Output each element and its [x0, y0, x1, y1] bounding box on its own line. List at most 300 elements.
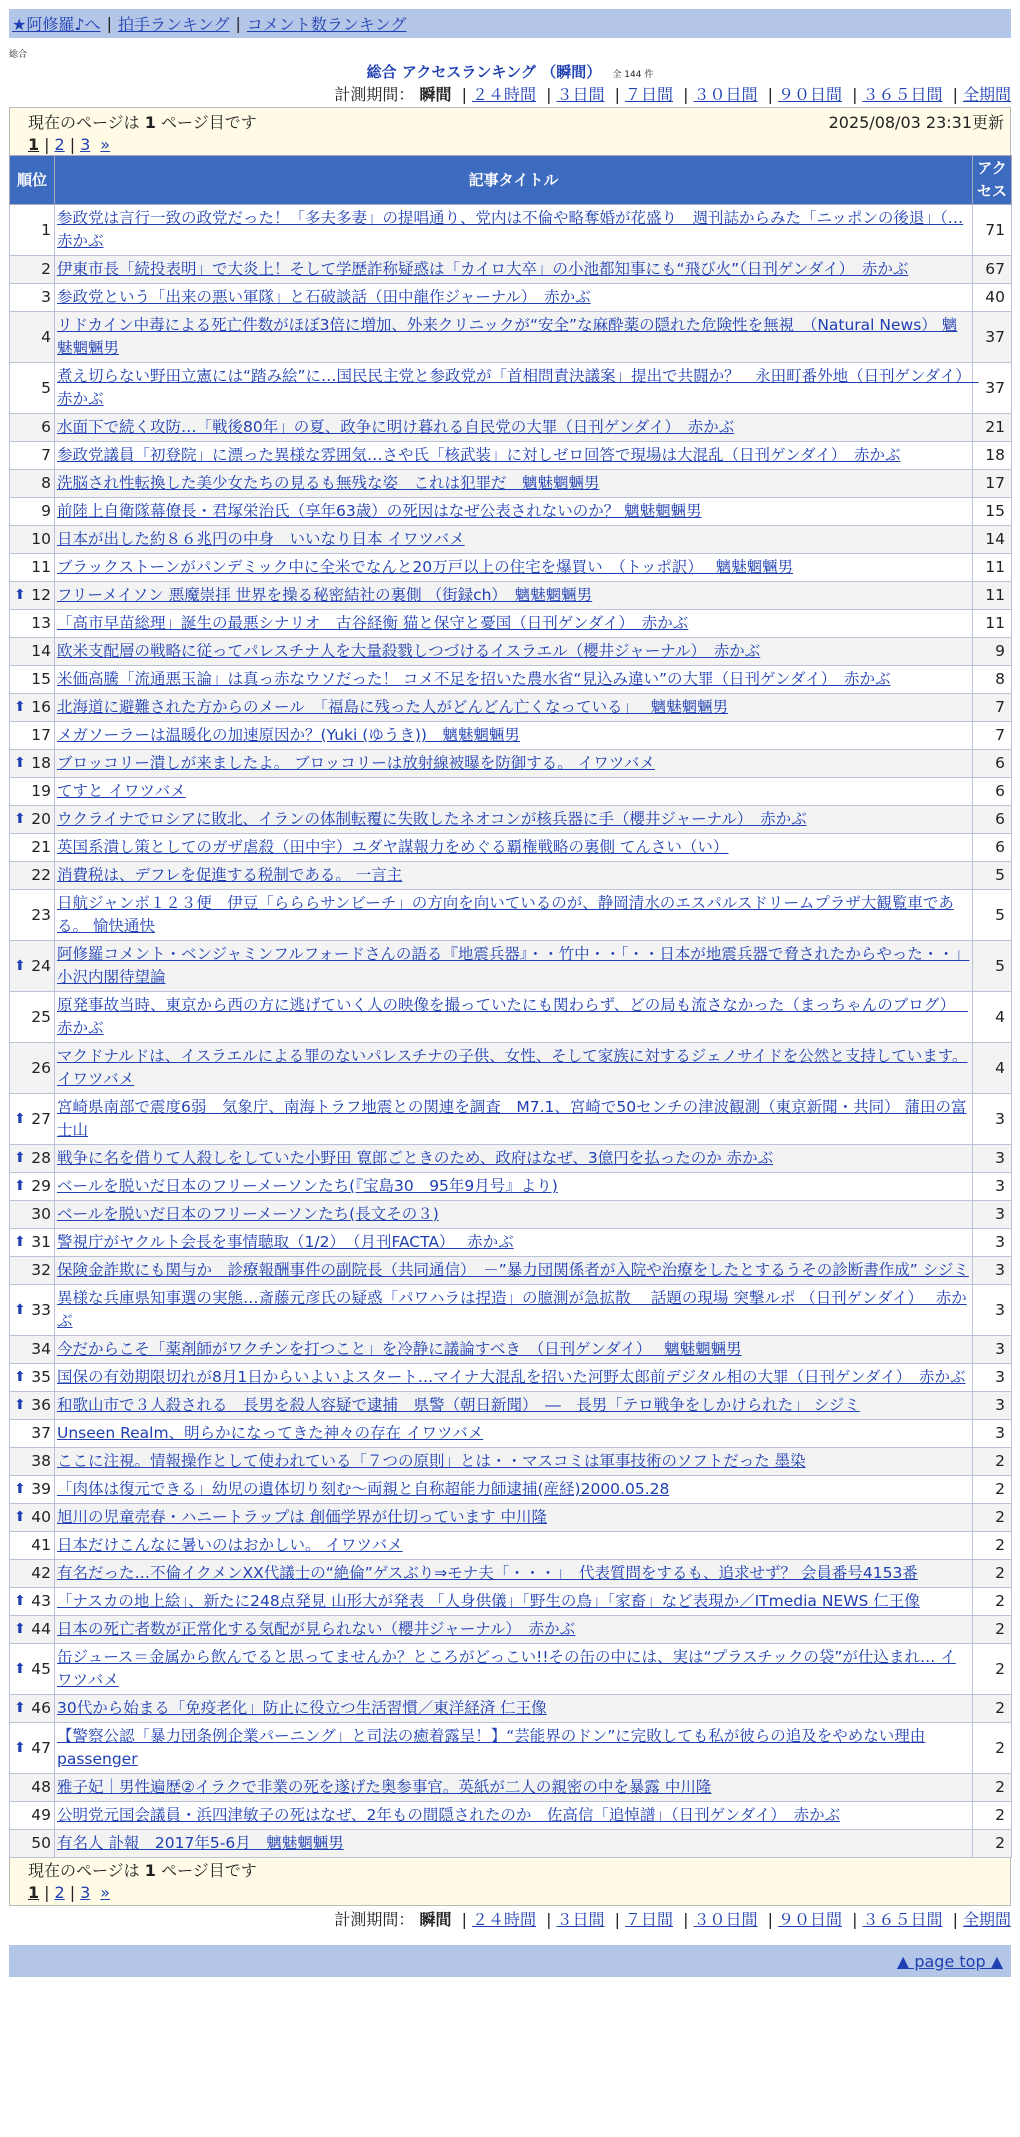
access-count: 2: [973, 1476, 1012, 1504]
rank-up-arrow-icon: ⬆: [14, 1593, 26, 1609]
title-cell: [55, 778, 973, 806]
title-cell: [55, 1043, 973, 1094]
period-7d[interactable]: ７日間: [624, 85, 673, 104]
rank-number: 27: [31, 1109, 51, 1128]
title-cell: [55, 694, 973, 722]
table-row: [10, 582, 1012, 610]
rank-up-arrow-icon: ⬆: [14, 1301, 26, 1318]
access-count: 4: [973, 1043, 1012, 1094]
access-count: 7: [973, 694, 1012, 722]
table-row: [10, 554, 1012, 582]
rank-cell: [10, 1145, 55, 1173]
access-count: 2: [973, 1830, 1012, 1858]
table-row: [10, 1229, 1012, 1257]
access-count: 6: [973, 806, 1012, 834]
table-row: [10, 666, 1012, 694]
title-cell: [55, 1420, 973, 1448]
article-title-link[interactable]: ブラックストーンがパンデミック中に全米でなんと20万戸以上の住宅を爆買い （トッポ訳） 魑魅魍魎男: [57, 558, 794, 576]
article-title-link[interactable]: 洗脳され性転換した美少女たちの見るも無残な姿 これは犯罪だ 魑魅魍魎男: [57, 474, 600, 492]
article-title-link[interactable]: 今だからこそ「薬剤師がワクチンを打つこと」を冷静に議論すべき （日刊ゲンダイ） 魑魅魍魎男: [57, 1340, 742, 1358]
title-cell: [55, 414, 973, 442]
access-count: 2: [973, 1560, 1012, 1588]
rank-cell: [10, 256, 55, 284]
rank-number: 33: [31, 1300, 51, 1319]
page-top-link[interactable]: ▲ page top ▲: [896, 1951, 1003, 1971]
title-cell: [55, 1285, 973, 1336]
pager-top: 現在のページは 1 ページ目です 2025/08/03 23:31更新 1 | 2 | 3 »: [9, 107, 1011, 155]
table-row: [10, 750, 1012, 778]
access-count: 11: [973, 554, 1012, 582]
title-cell: [55, 834, 973, 862]
table-row: [10, 834, 1012, 862]
rank-cell: [10, 205, 55, 256]
access-count: 3: [973, 1229, 1012, 1257]
rank-up-arrow-icon: ⬆: [14, 755, 26, 771]
page-status: 現在のページは 1 ページ目です: [28, 113, 257, 132]
rank-cell: [10, 363, 55, 414]
rank-cell: [10, 834, 55, 862]
access-count: 3: [973, 1392, 1012, 1420]
title-cell: [55, 610, 973, 638]
access-count: 6: [973, 778, 1012, 806]
access-count: 21: [973, 414, 1012, 442]
title-cell: [55, 1145, 973, 1173]
article-title-link[interactable]: 参政党は言行一致の政党だった！「多夫多妻」の提唱通り、党内は不倫や略奪婚が花盛り 週刊誌からみた「ニッポンの後退」（… 赤かぶ: [57, 209, 964, 250]
article-title-link[interactable]: Unseen Realm、明らかになってきた神々の存在 イワツバメ: [57, 1424, 484, 1442]
article-title-link[interactable]: 煮え切らない野田立憲には“踏み絵”に…国民民主党と参政党が「首相問責決議案」提出で共闘か？ 永田町番外地（日刊ゲンダイ） 赤かぶ: [57, 367, 979, 408]
table-row: [10, 414, 1012, 442]
article-title-link[interactable]: 日航ジャンボ１２３便 伊豆「らららサンビーチ」の方向を向いているのが、静岡清水のエスパルスドリームプラザ大観覧車である。 愉快通快: [57, 894, 954, 935]
article-title-link[interactable]: 北海道に避難された方からのメール 「福島に残った人がどんどん亡くなっている」 魑魅魍魎男: [57, 698, 729, 716]
table-row: [10, 1420, 1012, 1448]
rank-number: 35: [31, 1368, 51, 1386]
article-title-link[interactable]: 消費税は、デフレを促進する税制である。 一言主: [57, 866, 403, 884]
rank-number: 50: [31, 1834, 51, 1852]
title-cell: [55, 554, 973, 582]
table-row: [10, 470, 1012, 498]
title-cell: [55, 1723, 973, 1774]
article-title-link[interactable]: 米価高騰「流通悪玉論」は真っ赤なウソだった！ コメ不足を招いた農水省“見込み違い”の大罪（日刊ゲンダイ） 赤かぶ: [57, 670, 891, 688]
rank-up-arrow-icon: ⬆: [14, 1621, 26, 1637]
period-365d[interactable]: ３６５日間: [862, 1910, 943, 1929]
article-title-link[interactable]: てすと イワツバメ: [57, 782, 186, 800]
table-row: [10, 1723, 1012, 1774]
rank-cell: [10, 554, 55, 582]
title-cell: [55, 284, 973, 312]
page-3-link[interactable]: 3: [80, 135, 91, 154]
access-count: 6: [973, 834, 1012, 862]
article-title-link[interactable]: ベールを脱いだ日本のフリーメーソンたち(『宝島30 95年9月号』より): [57, 1177, 558, 1195]
table-row: [10, 610, 1012, 638]
title-cell: [55, 1229, 973, 1257]
rank-up-arrow-icon: ⬆: [14, 1178, 26, 1194]
table-row: [10, 1802, 1012, 1830]
rank-number: 40: [31, 1508, 51, 1526]
home-link[interactable]: ★阿修羅♪へ: [12, 15, 101, 34]
table-header-row: [10, 156, 1012, 205]
title-cell: [55, 1830, 973, 1858]
article-title-link[interactable]: 阿修羅コメント・ベンジャミンフルフォードさんの語る『地震兵器』・・竹中・・「・・日本が地震兵器で脅されたからやった・・」 小沢内閣待望論: [57, 945, 970, 986]
title-cell: [55, 666, 973, 694]
rank-number: 17: [31, 726, 51, 744]
col-rank-header: 順位: [10, 156, 55, 205]
table-row: [10, 442, 1012, 470]
access-count: 5: [973, 941, 1012, 992]
title-cell: [55, 1802, 973, 1830]
period-24h[interactable]: ２４時間: [471, 85, 536, 104]
access-count: 2: [973, 1616, 1012, 1644]
rank-up-arrow-icon: ⬆: [14, 957, 26, 974]
rank-cell: [10, 1532, 55, 1560]
access-count: 37: [973, 312, 1012, 363]
rank-cell: [10, 694, 55, 722]
article-title-link[interactable]: ここに注視。情報操作として使われている「７つの原則」とは・・マスコミは軍事技術のソフトだった 墨染: [57, 1452, 806, 1470]
article-title-link[interactable]: 有名だった…不倫イクメンXX代議士の“絶倫”ゲスぶり⇒モナ夫「・・・」 代表質問をするも、追求せず？ 会員番号4153番: [57, 1564, 918, 1582]
title-cell: [55, 470, 973, 498]
rank-cell: [10, 1229, 55, 1257]
period-all[interactable]: 全期間: [962, 85, 1011, 104]
table-row: [10, 1616, 1012, 1644]
rank-cell: [10, 992, 55, 1043]
table-row: [10, 806, 1012, 834]
rank-number: 24: [31, 956, 51, 975]
article-title-link[interactable]: 伊東市長「続投表明」で大炎上！そして学歴詐称疑惑は「カイロ大卒」の小池都知事にも“飛び火”（日刊ゲンダイ） 赤かぶ: [57, 260, 909, 278]
access-count: 11: [973, 582, 1012, 610]
table-row: [10, 1285, 1012, 1336]
applause-ranking-link[interactable]: 拍手ランキング: [117, 15, 230, 34]
access-count: 6: [973, 750, 1012, 778]
title-cell: [55, 1532, 973, 1560]
article-title-link[interactable]: 雅子妃｜男性遍歴②イラクで非業の死を遂げた奥参事官。英紙が二人の親密の中を暴露 中川隆: [57, 1778, 712, 1796]
rank-number: 19: [31, 782, 51, 800]
article-title-link[interactable]: 水面下で続く攻防…「戦後80年」の夏、政争に明け暮れる自民党の大罪（日刊ゲンダイ） 赤かぶ: [57, 418, 735, 436]
rank-cell: [10, 862, 55, 890]
rank-cell: [10, 890, 55, 941]
title-cell: [55, 806, 973, 834]
table-row: [10, 284, 1012, 312]
access-count: 3: [973, 1420, 1012, 1448]
table-row: [10, 1173, 1012, 1201]
rank-cell: [10, 610, 55, 638]
rank-number: 23: [31, 905, 51, 924]
table-row: [10, 1392, 1012, 1420]
access-count: 3: [973, 1364, 1012, 1392]
table-row: [10, 890, 1012, 941]
title-cell: [55, 941, 973, 992]
rank-number: 47: [31, 1738, 51, 1757]
period-30d[interactable]: ３０日間: [693, 85, 758, 104]
rank-number: 30: [31, 1205, 51, 1223]
page-2-link[interactable]: 2: [54, 135, 65, 154]
title-cell: [55, 1774, 973, 1802]
period-90d[interactable]: ９０日間: [777, 1910, 842, 1929]
rank-cell: [10, 1201, 55, 1229]
page-current: 1: [28, 135, 40, 154]
pager-bottom: 現在のページは 1 ページ目です 1 | 2 | 3 »: [9, 1858, 1011, 1906]
rank-cell: [10, 582, 55, 610]
title-cell: [55, 1560, 973, 1588]
table-row: [10, 1532, 1012, 1560]
table-row: [10, 1145, 1012, 1173]
rank-number: 31: [31, 1233, 51, 1251]
rank-cell: [10, 1364, 55, 1392]
rank-number: 49: [31, 1806, 51, 1824]
title-cell: [55, 862, 973, 890]
period-24h[interactable]: ２４時間: [471, 1910, 536, 1929]
rank-number: 36: [31, 1396, 51, 1414]
rank-number: 13: [31, 614, 51, 632]
access-count: 17: [973, 470, 1012, 498]
title-cell: [55, 1448, 973, 1476]
rank-up-arrow-icon: ⬆: [14, 811, 26, 827]
article-title-link[interactable]: 異様な兵庫県知事選の実態…斎藤元彦氏の疑惑「パワハラは捏造」の臆測が急拡散 話題の現場 突撃ルポ （日刊ゲンダイ） 赤かぶ: [57, 1289, 967, 1330]
rank-cell: [10, 470, 55, 498]
next-page-link[interactable]: »: [100, 1883, 111, 1902]
table-row: [10, 862, 1012, 890]
title-cell: [55, 722, 973, 750]
title-cell: [55, 1476, 973, 1504]
title-cell: [55, 1392, 973, 1420]
article-title-link[interactable]: 「高市早苗総理」誕生の最悪シナリオ 古谷経衡 猫と保守と憂国（日刊ゲンダイ） 赤かぶ: [57, 614, 689, 632]
title-cell: [55, 1201, 973, 1229]
article-title-link[interactable]: 原発事故当時、東京から西の方に逃げていく人の映像を撮っていたにも関わらず、どの局も流さなかった（まっちゃんのブログ） 赤かぶ: [57, 996, 968, 1037]
article-title-link[interactable]: 保険金詐欺にも関与か 診療報酬事件の副院長（共同通信） －”暴力団関係者が入院や治療をしたとするうその診断書作成” シジミ: [57, 1261, 969, 1279]
access-count: 2: [973, 1774, 1012, 1802]
rank-number: 43: [31, 1592, 51, 1610]
access-count: 11: [973, 610, 1012, 638]
title-cell: [55, 1504, 973, 1532]
rank-number: 25: [31, 1007, 51, 1026]
rank-up-arrow-icon: ⬆: [14, 1369, 26, 1385]
access-count: 3: [973, 1257, 1012, 1285]
article-title-link[interactable]: 和歌山市で３人殺される 長男を殺人容疑で逮捕 県警（朝日新聞） ― 長男「テロ戦争をしかけられた」 シジミ: [57, 1396, 860, 1414]
article-title-link[interactable]: 国保の有効期限切れが8月1日からいよいよスタート…マイナ大混乱を招いた河野太郎前デジタル相の大罪（日刊ゲンダイ） 赤かぶ: [57, 1368, 966, 1386]
period-7d[interactable]: ７日間: [624, 1910, 673, 1929]
article-title-link[interactable]: 缶ジュース＝金属から飲んでると思ってませんか？ところがどっこい!!その缶の中には、実は“プラスチックの袋”が仕込まれ… イワツバメ: [57, 1648, 956, 1689]
rank-cell: [10, 414, 55, 442]
rank-number: 12: [31, 586, 51, 604]
page-current: 1: [28, 1883, 40, 1902]
access-count: 9: [973, 638, 1012, 666]
table-row: [10, 1695, 1012, 1723]
access-count: 2: [973, 1723, 1012, 1774]
article-title-link[interactable]: 旭川の児童売春・ハニートラップは 創価学界が仕切っています 中川隆: [57, 1508, 548, 1526]
article-title-link[interactable]: 公明党元国会議員・浜四津敏子の死はなぜ、2年もの間隠されたのか 佐高信「追悼譜」（日刊ゲンダイ） 赤かぶ: [57, 1806, 841, 1824]
rank-number: 38: [31, 1452, 51, 1470]
title-cell: [55, 1364, 973, 1392]
rank-cell: [10, 1560, 55, 1588]
rank-number: 10: [31, 530, 51, 548]
access-count: 3: [973, 1145, 1012, 1173]
rank-up-arrow-icon: ⬆: [14, 1481, 26, 1497]
rank-number: 28: [31, 1149, 51, 1167]
article-title-link[interactable]: 日本だけこんなに暑いのはおかしい。 イワツバメ: [57, 1536, 403, 1554]
rank-cell: [10, 312, 55, 363]
rank-number: 9: [41, 502, 51, 520]
access-count: 2: [973, 1448, 1012, 1476]
col-title-header: 記事タイトル: [55, 156, 973, 205]
rank-number: 39: [31, 1480, 51, 1498]
title-cell: [55, 1094, 973, 1145]
rank-cell: [10, 1476, 55, 1504]
footer-bar: [9, 1945, 1011, 1977]
rank-cell: [10, 750, 55, 778]
comment-ranking-link[interactable]: コメント数ランキング: [246, 15, 407, 34]
nav-separator: |: [106, 14, 112, 33]
article-title-link[interactable]: フリーメイソン 悪魔崇拝 世界を操る秘密結社の裏側 （街録ch） 魑魅魍魎男: [57, 586, 593, 604]
table-row: [10, 722, 1012, 750]
title-cell: [55, 256, 973, 284]
period-90d[interactable]: ９０日間: [777, 85, 842, 104]
article-title-link[interactable]: 日本の死亡者数が正常化する気配が見られない（櫻井ジャーナル） 赤かぶ: [57, 1620, 576, 1638]
table-row: [10, 498, 1012, 526]
title-cell: [55, 526, 973, 554]
access-count: 3: [973, 1285, 1012, 1336]
article-title-link[interactable]: リドカイン中毒による死亡件数がほぼ3倍に増加、外来クリニックが“安全”な麻酔薬の隠れた危険性を無視 （Natural News） 魑魅魍魎男: [57, 316, 958, 357]
title-cell: [55, 638, 973, 666]
table-row: [10, 1644, 1012, 1695]
table-row: [10, 1774, 1012, 1802]
title-cell: [55, 312, 973, 363]
table-row: [10, 1448, 1012, 1476]
access-count: 5: [973, 862, 1012, 890]
rank-up-arrow-icon: ⬆: [14, 1150, 26, 1166]
rank-cell: [10, 498, 55, 526]
access-count: 4: [973, 992, 1012, 1043]
period-all[interactable]: 全期間: [962, 1910, 1011, 1929]
title-cell: [55, 442, 973, 470]
rank-cell: [10, 722, 55, 750]
rank-cell: [10, 1588, 55, 1616]
period-label: 計測期間：: [334, 1910, 415, 1929]
access-count: 8: [973, 666, 1012, 694]
rank-number: 26: [31, 1058, 51, 1077]
period-365d[interactable]: ３６５日間: [862, 85, 943, 104]
article-title-link[interactable]: メガソーラーは温暖化の加速原因か？(Yuki (ゆうき)) 魑魅魍魎男: [57, 726, 520, 744]
period-30d[interactable]: ３０日間: [693, 1910, 758, 1929]
rank-cell: [10, 1830, 55, 1858]
access-count: 3: [973, 1173, 1012, 1201]
rank-cell: [10, 1774, 55, 1802]
access-count: 2: [973, 1695, 1012, 1723]
article-title-link[interactable]: 【警察公認「暴力団条例企業パーニング」と司法の癒着露呈！】“芸能界のドン”に完敗しても私が彼らの追及をやめない理由 passenger: [57, 1727, 926, 1768]
article-title-link[interactable]: 欧米支配層の戦略に従ってパレスチナ人を大量殺戮しつづけるイスラエル（櫻井ジャーナル） 赤かぶ: [57, 642, 761, 660]
access-count: 5: [973, 890, 1012, 941]
rank-number: 48: [31, 1778, 51, 1796]
page-2-link[interactable]: 2: [54, 1883, 65, 1902]
access-count: 18: [973, 442, 1012, 470]
rank-cell: [10, 1802, 55, 1830]
col-count-header: アクセス: [973, 156, 1012, 205]
article-title-link[interactable]: ベールを脱いだ日本のフリーメーソンたち(長文その３): [57, 1205, 439, 1223]
rank-number: 14: [31, 642, 51, 660]
access-count: 2: [973, 1802, 1012, 1830]
total-count: 全 144 件: [612, 70, 654, 80]
title-cell: [55, 1588, 973, 1616]
title-cell: [55, 205, 973, 256]
rank-number: 32: [31, 1261, 51, 1279]
period-3d[interactable]: ３日間: [556, 1910, 605, 1929]
rank-number: 21: [31, 838, 51, 856]
table-row: [10, 694, 1012, 722]
article-title-link[interactable]: 戦争に名を借りて人殺しをしていた小野田 寛郎ごときのため、政府はなぜ、3億円を払ったのか 赤かぶ: [57, 1149, 774, 1167]
article-title-link[interactable]: 30代から始まる「免疫老化」防止に役立つ生活習慣／東洋経済 仁王像: [57, 1699, 547, 1717]
rank-up-arrow-icon: ⬆: [14, 1509, 26, 1525]
rank-up-arrow-icon: ⬆: [14, 587, 26, 603]
table-row: [10, 1257, 1012, 1285]
rank-number: 20: [31, 810, 51, 828]
article-title-link[interactable]: ウクライナでロシアに敗北、イランの体制転覆に失敗したネオコンが核兵器に手（櫻井ジャーナル） 赤かぶ: [57, 810, 807, 828]
period-selector-bottom: 計測期間： 瞬間 | ２４時間 | ３日間 | ７日間 | ３０日間 | ９０日間 | ３６５日間 | 全期間: [334, 1910, 1011, 1929]
page-3-link[interactable]: 3: [80, 1883, 91, 1902]
access-count: 14: [973, 526, 1012, 554]
period-selector-top: 計測期間： 瞬間 | ２４時間 | ３日間 | ７日間 | ３０日間 | ９０日間 | ３６５日間 | 全期間: [334, 85, 1011, 104]
article-title-link[interactable]: 有名人 訃報 2017年5-6月 魑魅魍魎男: [57, 1834, 344, 1852]
title-cell: [55, 1695, 973, 1723]
article-title-link[interactable]: 「肉体は復元できる」幼児の遺体切り刻む～両親と自称超能力師逮捕(産経)2000.05.28: [57, 1480, 670, 1498]
rank-number: 11: [31, 558, 51, 576]
table-row: [10, 1201, 1012, 1229]
article-title-link[interactable]: 参政党議員「初登院」に漂った異様な雰囲気…さや氏「核武装」に対しゼロ回答で現場は大混乱（日刊ゲンダイ） 赤かぶ: [57, 446, 901, 464]
table-row: [10, 526, 1012, 554]
table-row: [10, 778, 1012, 806]
rank-cell: [10, 1644, 55, 1695]
article-title-link[interactable]: 参政党という「出来の悪い軍隊」と石破談話（田中龍作ジャーナル） 赤かぶ: [57, 288, 591, 306]
rank-number: 7: [41, 446, 51, 464]
article-title-link[interactable]: 「ナスカの地上絵」、新たに248点発見 山形大が発表 「人身供儀」「野生の鳥」「家畜」など表現か／ITmedia NEWS 仁王像: [57, 1592, 920, 1610]
access-count: 7: [973, 722, 1012, 750]
table-row: [10, 1504, 1012, 1532]
rank-up-arrow-icon: ⬆: [14, 1700, 26, 1716]
access-count: 2: [973, 1588, 1012, 1616]
rank-cell: [10, 1257, 55, 1285]
article-title-link[interactable]: 英国系潰し策としてのガザ虐殺（田中宇）ユダヤ謀報力をめぐる覇権戦略の裏側 てんさい（い）: [57, 838, 729, 856]
rank-up-arrow-icon: ⬆: [14, 699, 26, 715]
rank-number: 3: [41, 288, 51, 306]
article-title-link[interactable]: ブロッコリー潰しが来ましたよ。 ブロッコリーは放射線被曝を防御する。 イワツバメ: [57, 754, 655, 772]
article-title-link[interactable]: 前陸上自衛隊幕僚長・君塚栄治氏（享年63歳）の死因はなぜ公表されないのか？ 魑魅魍魎男: [57, 502, 702, 520]
access-count: 3: [973, 1201, 1012, 1229]
title-cell: [55, 1616, 973, 1644]
period-3d[interactable]: ３日間: [556, 85, 605, 104]
article-title-link[interactable]: 宮崎県南部で震度6弱 気象庁、南海トラフ地震との関連を調査 M7.1、宮崎で50センチの津波観測（東京新聞・共同） 蒲田の富士山: [57, 1098, 967, 1139]
article-title-link[interactable]: マクドナルドは、イスラエルによる罪のないパレスチナの子供、女性、そして家族に対するジェノサイドを公然と支持しています。 イワツバメ: [57, 1047, 968, 1088]
rank-cell: [10, 778, 55, 806]
table-row: [10, 363, 1012, 414]
table-row: [10, 1830, 1012, 1858]
access-count: 3: [973, 1094, 1012, 1145]
access-count: 67: [973, 256, 1012, 284]
rank-cell: [10, 442, 55, 470]
title-cell: [55, 750, 973, 778]
rank-number: 2: [41, 260, 51, 278]
page-title: [0, 61, 1020, 83]
table-row: [10, 638, 1012, 666]
article-title-link[interactable]: 日本が出した約８６兆円の中身 いいなり日本 イワツバメ: [57, 530, 465, 548]
access-count: 2: [973, 1504, 1012, 1532]
rank-cell: [10, 941, 55, 992]
rank-up-arrow-icon: ⬆: [14, 1234, 26, 1250]
table-row: [10, 256, 1012, 284]
rank-number: 44: [31, 1620, 51, 1638]
article-title-link[interactable]: 警視庁がヤクルト会長を事情聴取（1/2） （月刊FACTA） 赤かぶ: [57, 1233, 514, 1251]
top-nav-bar: [9, 9, 1011, 38]
rank-number: 41: [31, 1536, 51, 1554]
period-label: 計測期間：: [334, 85, 415, 104]
next-page-link[interactable]: »: [100, 135, 111, 154]
page-status-bottom: 現在のページは 1 ページ目です: [28, 1861, 257, 1880]
table-row: [10, 205, 1012, 256]
